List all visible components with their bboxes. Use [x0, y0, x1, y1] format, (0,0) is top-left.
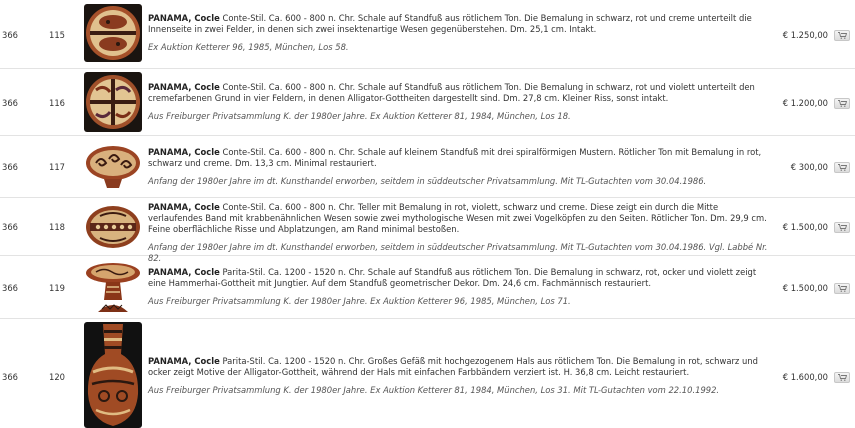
lot-title: PANAMA, Cocle — [148, 13, 220, 23]
cart-icon — [838, 285, 847, 292]
sale-number: 366 — [2, 98, 18, 108]
footed-bowl-thumbnail[interactable] — [84, 260, 142, 315]
lot-number: 119 — [49, 283, 65, 293]
lot-provenance: Aus Freiburger Privatsammlung K. der 1980er Jahre. Ex Auktion Ketterer 81, 1984, München, Los 31. Mit TL-Gutachten vom 22.10.1992. — [148, 385, 720, 395]
lot-title: PANAMA, Cocle — [148, 267, 220, 277]
lot-price: € 1.500,00 — [782, 283, 828, 293]
cart-icon — [838, 32, 847, 39]
cart-button[interactable] — [834, 283, 850, 294]
lot-text: Parita-Stil. Ca. 1200 - 1520 n. Chr. Schale auf Standfuß aus rötlichem Ton. Die Bemalung in schwarz, rot, ocker und violett zeigt eine Hammerhai-Gottheit mit Jungtier. Auf dem Standfuß geometrischer Dekor. Dm. 24,6 cm. Fachmännisch restauriert. — [148, 267, 757, 288]
sale-number: 366 — [2, 372, 18, 382]
lot-text: Conte-Stil. Ca. 600 - 800 n. Chr. Schale auf Standfuß aus rötlichem Ton. Die Bemalung in schwarz, rot und violett unterteilt den cremefarbenen Grund in vier Feldern, in denen Alligator-Gottheiten dargestellt sind. Dm. 27,8 cm. Kleiner Riss, sonst intakt. — [148, 82, 755, 103]
lot-title: PANAMA, Cocle — [148, 82, 220, 92]
lot-description — [148, 356, 768, 396]
table-row — [0, 69, 855, 136]
lot-provenance: Ex Auktion Ketterer 96, 1985, München, Los 58. — [148, 42, 349, 52]
lot-number: 115 — [49, 30, 65, 40]
lot-provenance: Aus Freiburger Privatsammlung K. der 1980er Jahre. Ex Auktion Ketterer 96, 1985, München, Los 71. — [148, 296, 571, 306]
lot-number: 117 — [49, 162, 65, 172]
lot-title: PANAMA, Cocle — [148, 356, 220, 366]
lot-text: Conte-Stil. Ca. 600 - 800 n. Chr. Schale auf Standfuß aus rötlichem Ton. Die Bemalung in schwarz, rot und creme unterteilt die Innenseite in zwei Felder, in denen sich zwei insektenartige Wesen gegenüberstehen. Dm. 25,1 cm. Intakt. — [148, 13, 752, 34]
lot-description — [148, 267, 768, 307]
cart-button[interactable] — [834, 222, 850, 233]
cart-button[interactable] — [834, 98, 850, 109]
lot-title: PANAMA, Cocle — [148, 147, 220, 157]
cart-button[interactable] — [834, 162, 850, 173]
lot-provenance: Anfang der 1980er Jahre im dt. Kunsthandel erworben, seitdem in süddeutscher Privatsammlung. Mit TL-Gutachten vom 30.04.1986. — [148, 176, 707, 186]
table-row — [0, 136, 855, 198]
lot-price: € 300,00 — [790, 162, 828, 172]
cart-button[interactable] — [834, 30, 850, 41]
cart-icon — [838, 224, 847, 231]
plate-thumbnail[interactable] — [84, 204, 142, 250]
cart-icon — [838, 374, 847, 381]
lot-text: Parita-Stil. Ca. 1200 - 1520 n. Chr. Großes Gefäß mit hochgezogenem Hals aus rötlichem Ton. Die Bemalung in rot, schwarz und ocker zeigt Motive der Alligator-Gottheit, während der Hals mit einfachen Farbbändern verziert ist. H. 36,8 cm. Leicht restauriert. — [148, 356, 758, 377]
sale-number: 366 — [2, 283, 18, 293]
sale-number: 366 — [2, 162, 18, 172]
lot-provenance: Anfang der 1980er Jahre im dt. Kunsthandel erworben, seitdem in süddeutscher Privatsammlung. Mit TL-Gutachten vom 30.04.1986. Vgl. Labbé Nr. 82. — [148, 242, 768, 263]
lot-text: Conte-Stil. Ca. 600 - 800 n. Chr. Teller mit Bemalung in rot, violett, schwarz und creme. Diese zeigt ein durch die Mitte verlaufendes Band mit krabbenähnlichen Wesen sowie zwei mythologische Wesen mit zwei Vogelköpfen zu den Seiten. Rötlicher Ton. Dm. 29,9 cm. Feine oberflächliche Risse und Abplatzungen, am Rand minimal bestoßen. — [148, 202, 767, 234]
table-row — [0, 256, 855, 319]
table-row — [0, 198, 855, 263]
lot-description — [148, 13, 768, 53]
lot-title: PANAMA, Cocle — [148, 202, 220, 212]
cart-button[interactable] — [834, 372, 850, 383]
lot-price: € 1.600,00 — [782, 372, 828, 382]
table-row — [0, 319, 855, 428]
cart-icon — [838, 164, 847, 171]
lot-number: 116 — [49, 98, 65, 108]
lot-number: 118 — [49, 222, 65, 232]
lot-price: € 1.250,00 — [782, 30, 828, 40]
lot-price: € 1.500,00 — [782, 222, 828, 232]
bowl-thumbnail[interactable] — [84, 72, 142, 132]
lot-description — [148, 147, 768, 187]
bowl-thumbnail[interactable] — [84, 141, 142, 193]
bowl-thumbnail[interactable] — [84, 4, 142, 62]
lot-number: 120 — [49, 372, 65, 382]
lot-text: Conte-Stil. Ca. 600 - 800 n. Chr. Schale auf kleinem Standfuß mit drei spiralförmigen Mustern. Rötlicher Ton mit Bemalung in rot, schwarz und creme. Dm. 13,3 cm. Minimal restauriert. — [148, 147, 762, 168]
sale-number: 366 — [2, 30, 18, 40]
cart-icon — [838, 100, 847, 107]
lot-price: € 1.200,00 — [782, 98, 828, 108]
vessel-thumbnail[interactable] — [84, 322, 142, 428]
lot-provenance: Aus Freiburger Privatsammlung K. der 1980er Jahre. Ex Auktion Ketterer 81, 1984, München, Los 18. — [148, 111, 571, 121]
lot-description — [148, 82, 768, 122]
sale-number: 366 — [2, 222, 18, 232]
table-row — [0, 0, 855, 69]
lot-description — [148, 202, 768, 264]
